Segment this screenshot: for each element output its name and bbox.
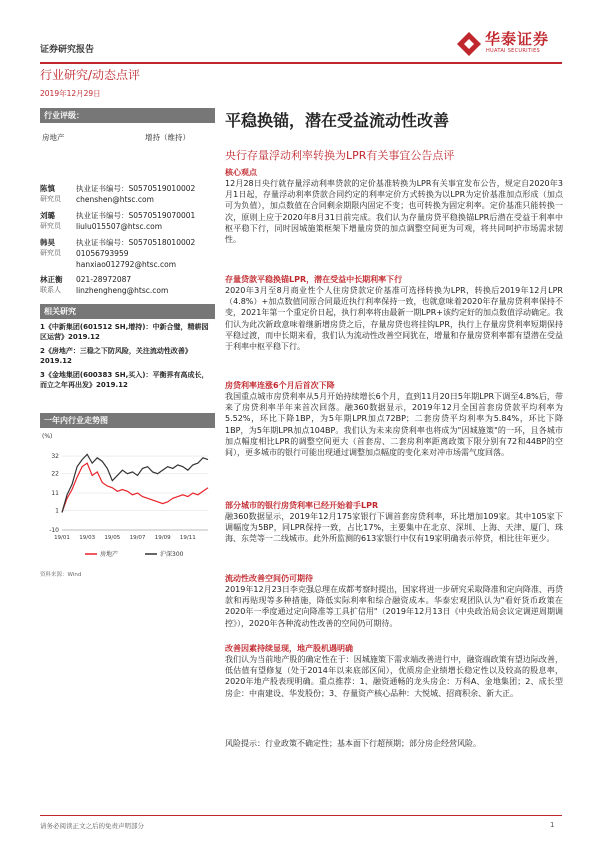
analyst-role: 研究员 bbox=[40, 195, 61, 203]
section-text-opportunity: 我们认为当前地产股的确定性在于：因城施策下需求端改善进行中，融资端政策有望边际改善，低估值有望修复（处于2014年以来底部区间），优质房企业绩增长稳定性以及较高的股息率，2020年地产股表现明确。重点推荐：1、融资通畅的龙头房企：万科A、金地集团；2、成长型房企：中南建设、华发股份；3、存量资产核心品种：大悦城、招商积余、新大正。 bbox=[225, 655, 563, 698]
trend-chart bbox=[40, 413, 215, 570]
chart-source: 资料来源：Wind bbox=[40, 572, 82, 578]
series-line-1 bbox=[62, 454, 208, 512]
footer-divider bbox=[40, 815, 562, 816]
analyst-cert: 执业证书编号：S0570519010002 bbox=[76, 184, 196, 193]
x-tick-label: 19/07 bbox=[129, 535, 146, 541]
sidebar bbox=[40, 108, 215, 578]
section-text-mortgage-rate: 我国重点城市房贷利率从5月开始持续增长6个月，直到11月20日5年期LPR下调至4.8%后，带来了房贷利率半年来首次回落。融360数据显示，2019年12月全国首套房贷款平均利率为5.52%，环比下降1BP，为5年期LPR加点72BP；二套房贷平均利率为5.84%，环比下降1BP，为5年期LPR加点104BP。我们认为未来房贷利率也将成为"因城施策"的一环，且各城市加点幅度相比LPR的调整空间更大（首套房、二套房利率距离政策下限分别有72和44BP的空间），更多城市的银行可能出现通过调整加点幅度的变化来对冲市场需气度回落。 bbox=[225, 392, 563, 458]
industry-rating: 增持（维持） bbox=[145, 133, 190, 142]
y-tick-label: -10 bbox=[49, 527, 59, 534]
analyst-cert: 执业证书编号：S0570518010002 bbox=[76, 238, 196, 247]
series-line-0 bbox=[62, 463, 208, 512]
page-title: 平稳换锚，潜在受益流动性改善 bbox=[225, 111, 450, 130]
header-divider bbox=[40, 62, 562, 64]
legend-label-0: 房地产 bbox=[100, 551, 119, 558]
page-subtitle: 央行存量浮动利率转换为LPR有关事宜公告点评 bbox=[225, 149, 455, 162]
x-tick-label: 19/01 bbox=[54, 535, 70, 541]
related-item-2[interactable]: 2《房地产：三稳之下防风险，关注流动性改善》2019.12 bbox=[40, 347, 192, 365]
footer-disclaimer: 请务必阅读正文之后的免责声明部分 bbox=[40, 822, 144, 830]
analyst-email[interactable]: linzhengheng@htsc.com bbox=[76, 286, 169, 295]
legend-label-1: 沪深300 bbox=[160, 551, 184, 558]
report-label: 证券研究报告 bbox=[40, 45, 95, 55]
analyst-cert: 执业证书编号：S0570519070001 bbox=[76, 211, 196, 220]
y-unit-label: (%) bbox=[42, 433, 53, 440]
section-text-banks: 融360数据显示，2019年12月175家银行下调首套房贷利率，环比增加109家。其中105家下调幅度为5BP，同LPR保持一致，占比17%，主要集中在北京、深圳、上海、天津、厦门、珠海、东莞等一二线城市。此外所监测的613家银行中仅有19家明确表示停贷，相比往年更少。 bbox=[225, 512, 563, 544]
analyst-phone: 021-28972087 bbox=[76, 275, 132, 284]
analyst-role: 研究员 bbox=[40, 249, 61, 257]
analyst-email[interactable]: chenshen@htsc.com bbox=[76, 195, 154, 204]
analyst-name: 刘璐 bbox=[40, 211, 55, 220]
y-tick-label: 32 bbox=[51, 453, 59, 461]
section-text-stock-loans: 2020年3月至8月商业性个人住房贷款定价基准可选择转换为LPR，转换后2019年12月LPR（4.8%）+加点数值同原合同最近执行利率保持一致，也就意味着2020年存量房贷利率保持不变，2021年第一个重定价日起，执行利率将由最新一期LPR+该约定好的加点数值浮动确定。我们认为此次新政意味着继新增房贷之后，存量房贷也将挂钩LPR，执行上存量房贷利率短期保持平稳过渡，而中长期来看，我们认为流动性改善空间犹在，增量和存量房贷利率都有望潜在受益于利率中枢平稳下行。 bbox=[225, 286, 563, 352]
x-tick-label: 19/11 bbox=[179, 535, 196, 541]
x-tick-label: 19/05 bbox=[104, 535, 121, 541]
section-text-liquidity: 2019年12月23日李克强总理在成都考察时提出，国家将进一步研究采取降准和定向降准、再贷款和再贴现等多种措施，降低实际利率和综合融资成本。华泰宏观团队认为"看好货币政策在2020年一季度通过定向降准等工具扩信用"（2019年12月13日《中央政治局会议定调逆周期调控》），2020年各种流动性改善的空间仍可期待。 bbox=[225, 585, 563, 628]
report-date: 2019年12月29日 bbox=[40, 89, 101, 98]
related-item-3[interactable]: 3《金地集团(600383 SH,买入)：平衡界有高成长，而立之年再出发》2019.12 bbox=[40, 371, 209, 389]
section-title-liquidity: 流动性改善空间仍可期待 bbox=[225, 574, 313, 583]
logo-subtitle: HUATAI SECURITIES bbox=[486, 48, 540, 54]
analyst-role: 联系人 bbox=[40, 286, 61, 294]
logo-text: 华泰证券 bbox=[485, 30, 550, 48]
industry-name: 房地产 bbox=[42, 133, 65, 142]
analyst-name: 林正衡 bbox=[40, 275, 63, 284]
related-item-1[interactable]: 1《中新集团(601512 SH,增持)：中新合璧，精耕园区运营》2019.12 bbox=[40, 323, 209, 341]
page-number: 1 bbox=[550, 821, 555, 829]
analyst-email[interactable]: hanxiao012792@htsc.com bbox=[76, 260, 177, 269]
risk-warning: 风险提示：行业政策不确定性；基本面下行超预期；部分房企经营风险。 bbox=[225, 739, 481, 748]
analyst-role: 研究员 bbox=[40, 222, 61, 230]
section-title-stock-loans: 存量贷款平稳换锚LPR，潜在受益中长期利率下行 bbox=[225, 275, 403, 284]
trend-chart-svg bbox=[40, 430, 215, 570]
section-title-core: 核心观点 bbox=[225, 168, 257, 177]
related-bar: 相关研究 bbox=[40, 304, 215, 319]
y-tick-label: 22 bbox=[51, 470, 59, 478]
section-title-opportunity: 改善因素持续显现，地产股机遇明确 bbox=[225, 644, 353, 653]
analyst-name: 韩昊 bbox=[40, 238, 55, 247]
section-text-core: 12月28日央行就存量浮动利率贷款的定价基准转换为LPR有关事宜发布公告，规定自2020年3月1日起，存量浮动利率贷款合同约定的利率定价方式转换为以LPR为定价基准加点形成（加点可为负值），加点数值在合同剩余期限内固定不变；也可转换为固定利率。定价基准只能转换一次，原则上应于2020年8月31日前完成。我们认为存量房贷平稳换锚LPR后潜在受益于利率中枢平稳下行，同时因城施策框架下增量房贷的加点调整空间更为可观，将共同呵护市场需求韧性。 bbox=[225, 179, 563, 245]
section-title-banks: 部分城市的银行房贷利率已经开始着手LPR bbox=[225, 501, 379, 510]
y-tick-label: 1 bbox=[55, 507, 59, 515]
analyst-name: 陈慎 bbox=[40, 184, 55, 193]
chart-bar: 一年内行业走势图 bbox=[40, 413, 215, 428]
x-tick-label: 19/09 bbox=[154, 535, 171, 541]
rating-bar: 行业评级： bbox=[40, 108, 215, 123]
x-tick-label: 19/03 bbox=[79, 535, 96, 541]
analyst-email[interactable]: liulu015507@htsc.com bbox=[76, 222, 163, 231]
report-category: 行业研究/动态点评 bbox=[40, 68, 141, 82]
y-tick-label: 11 bbox=[51, 490, 59, 498]
section-title-mortgage-rate: 房贷利率连涨6个月后首次下降 bbox=[225, 381, 335, 390]
analyst-phone: 01056793959 bbox=[76, 249, 129, 258]
